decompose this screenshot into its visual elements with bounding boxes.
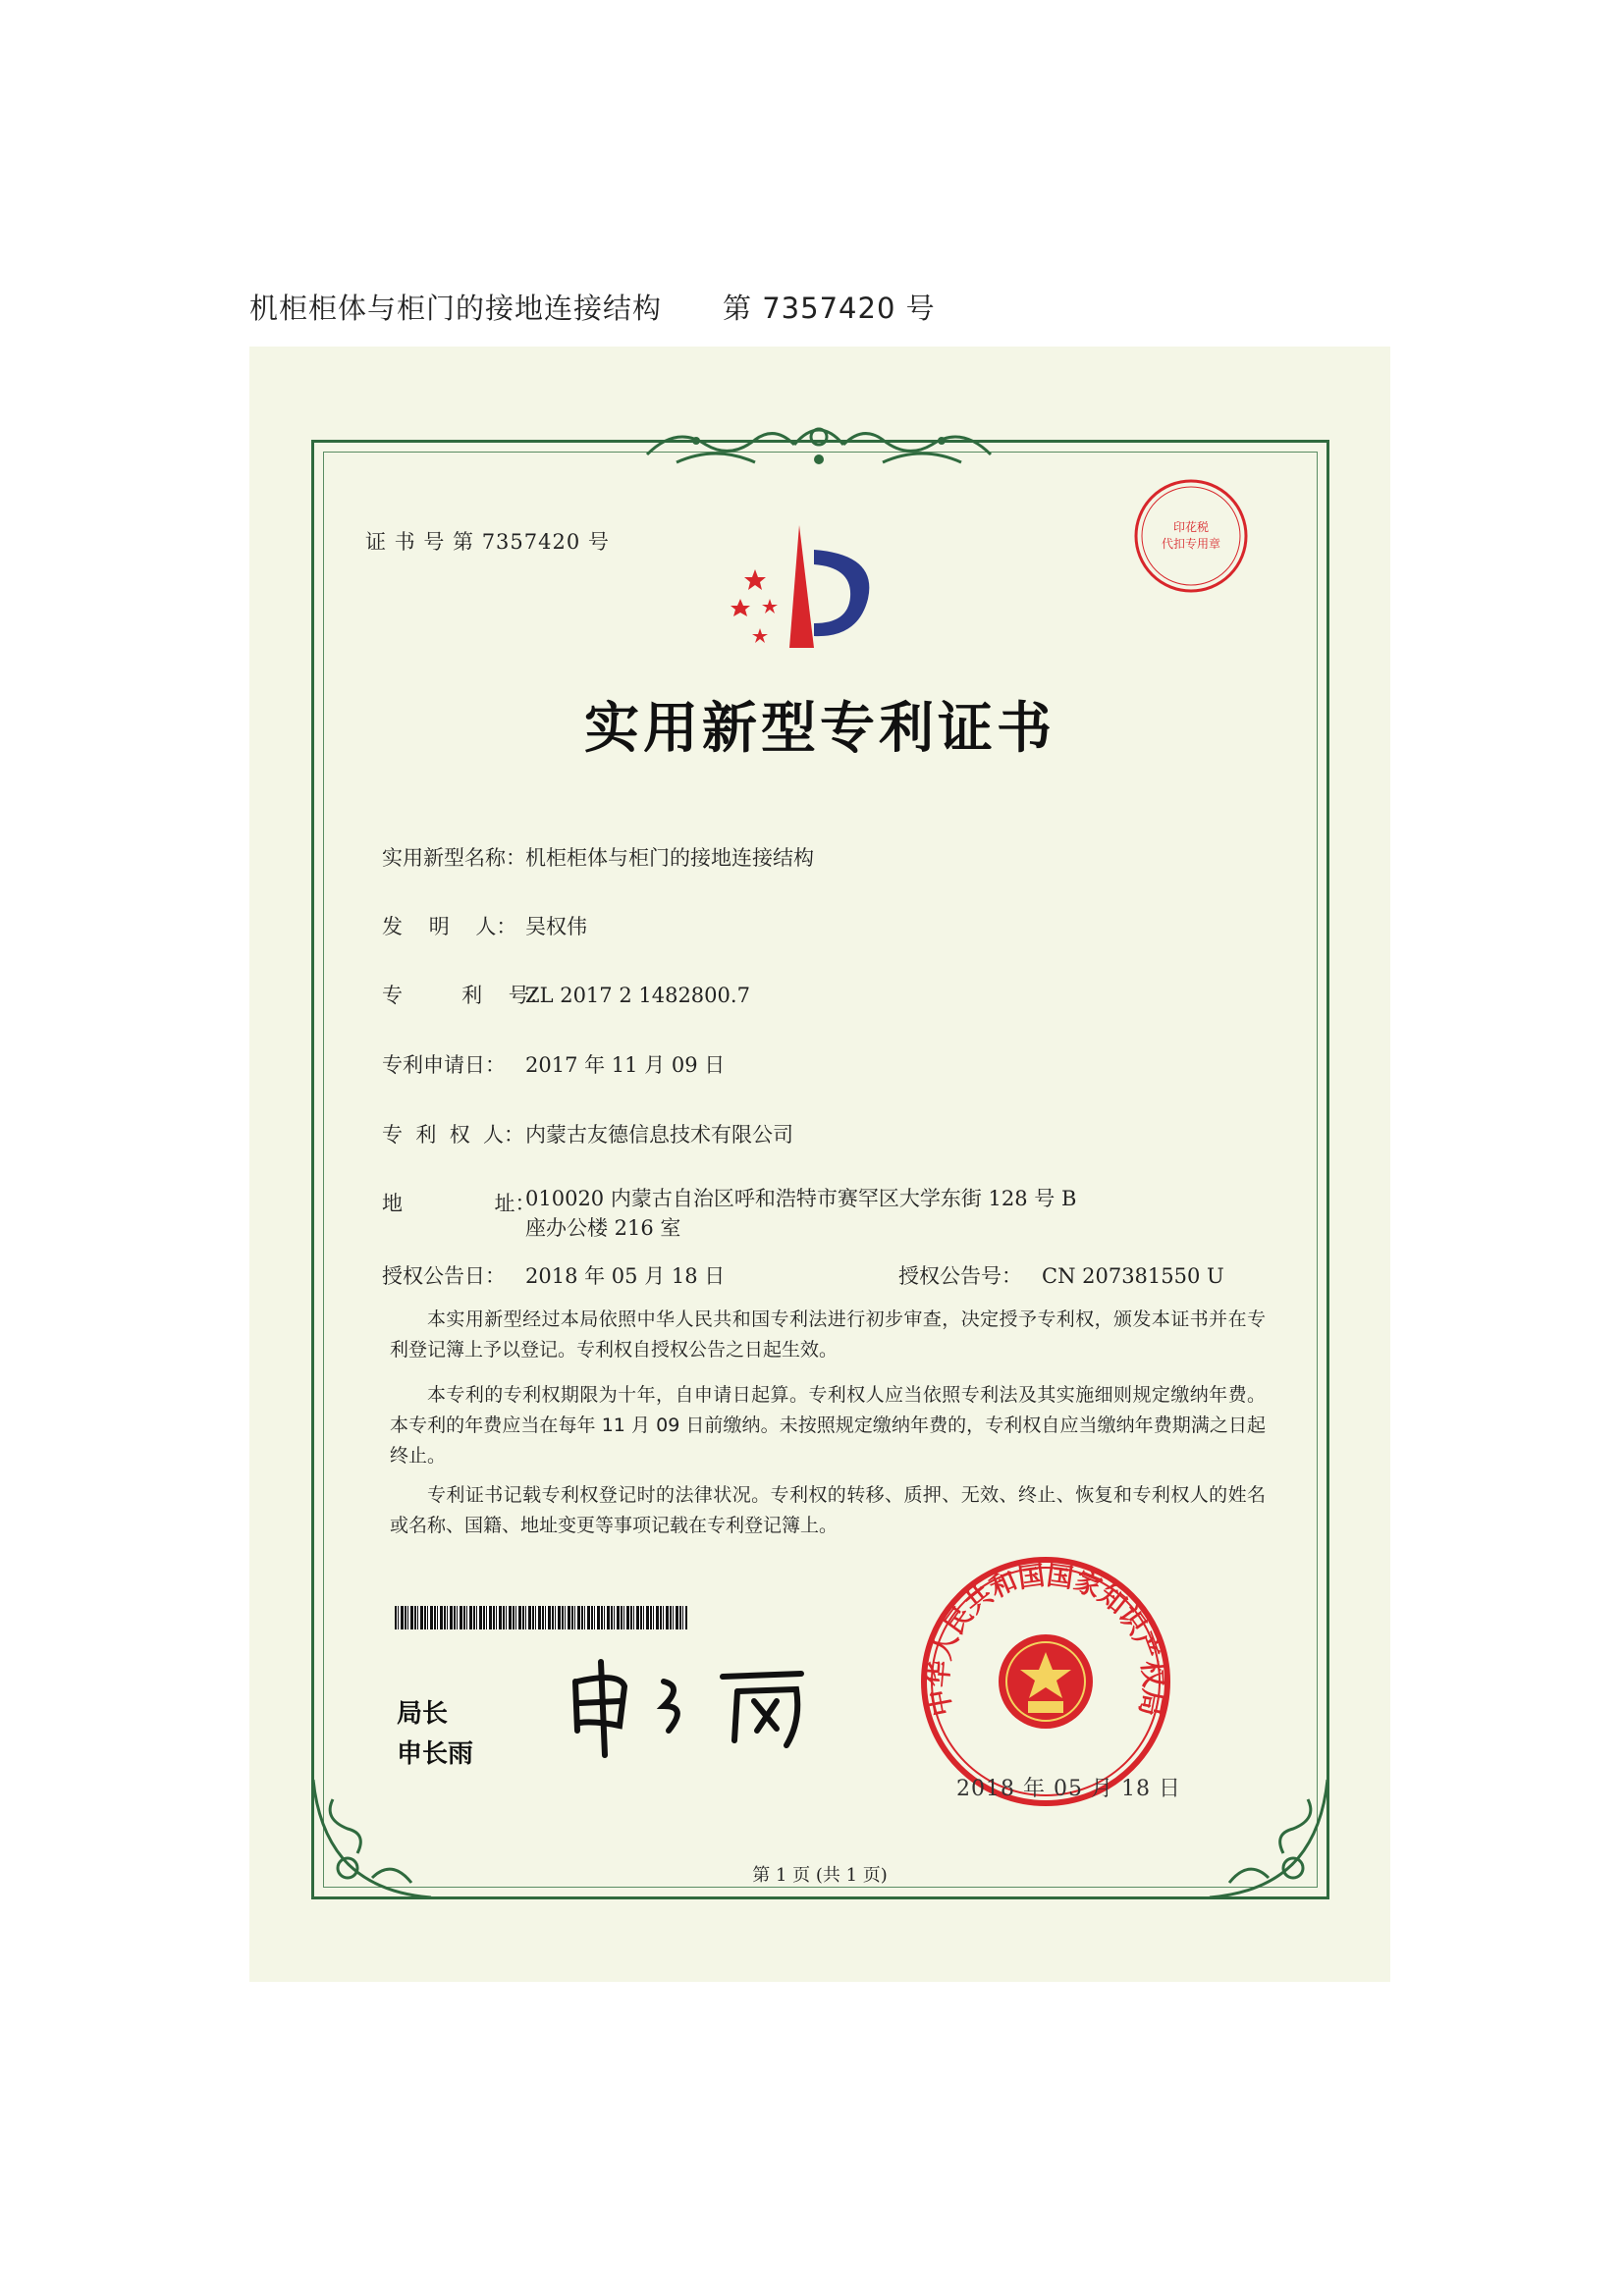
field-label: 专利申请日：: [382, 1053, 506, 1077]
office-seal-text: 中华人民共和国国家知识产权局: [923, 1560, 1168, 1719]
barcode: [395, 1606, 687, 1629]
field-label: 授权公告号：: [898, 1264, 1022, 1288]
field-value: ZL 2017 2 1482800.7: [525, 984, 750, 1007]
tax-seal-icon: [1132, 477, 1250, 595]
field-value: 内蒙古友德信息技术有限公司: [525, 1123, 793, 1147]
top-ornament-icon: [637, 415, 1001, 474]
field-value: 010020 内蒙古自治区呼和浩特市赛罕区大学东街 128 号 B 座办公楼 216 室: [525, 1187, 1077, 1240]
field-value: 2018 年 05 月 18 日: [525, 1264, 726, 1288]
field-label: 授权公告日：: [382, 1264, 506, 1288]
director-name: 申长雨: [397, 1739, 474, 1769]
field-label: 实用新型名称：: [382, 846, 526, 870]
field-value: 机柜柜体与柜门的接地连接结构: [525, 846, 814, 870]
patent-certificate: [249, 347, 1390, 1982]
statement-paragraph: 本实用新型经过本局依照中华人民共和国专利法进行初步审查，决定授予专利权，颁发本证书并在专利登记簿上予以登记。专利权自授权公告之日起生效。: [390, 1308, 1266, 1361]
field-value: CN 207381550 U: [1042, 1264, 1224, 1288]
field-label: 地 址：: [382, 1192, 536, 1215]
page-footer: 第 1 页 (共 1 页): [752, 1865, 888, 1886]
field-grant-date: [382, 1260, 725, 1290]
field-value: 2017 年 11 月 09 日: [525, 1053, 726, 1077]
field-label: 专 利 权 人：: [382, 1123, 525, 1147]
field-utility-model-name: [382, 842, 814, 872]
field-inventor: [382, 911, 587, 940]
field-grant-number: [898, 1260, 1224, 1290]
office-seal-icon: [918, 1554, 1173, 1809]
svg-text:印花税: 印花税: [1172, 520, 1210, 534]
page-header: [249, 287, 936, 327]
director-title: 局长: [397, 1699, 449, 1729]
field-label: 发 明 人：: [382, 915, 517, 938]
signature-icon: [566, 1652, 821, 1760]
svg-text:代扣专用章: 代扣专用章: [1161, 537, 1221, 551]
certificate-title: 实用新型专利证书: [584, 696, 1056, 761]
field-value: 吴权伟: [525, 915, 587, 938]
page-header-number: 第 7357420 号: [723, 292, 936, 325]
field-application-date: [382, 1049, 725, 1079]
statement-paragraph: 专利证书记载专利权登记时的法律状况。专利权的转移、质押、无效、终止、恢复和专利权人的姓名或名称、国籍、地址变更等事项记载在专利登记簿上。: [390, 1484, 1266, 1536]
statement-paragraph: 本专利的专利权期限为十年，自申请日起算。专利权人应当依照专利法及其实施细则规定缴纳年费。本专利的年费应当在每年 11 月 09 日前缴纳。未按照规定缴纳年费的，专利权自应当缴纳年费期满之日起终止。: [390, 1384, 1266, 1467]
field-patentee: [382, 1119, 793, 1148]
page-header-title: 机柜柜体与柜门的接地连接结构: [249, 292, 663, 325]
field-patent-number: [382, 980, 750, 1009]
field-label: 专 利 号：: [382, 984, 550, 1007]
field-address: [382, 1188, 1095, 1243]
seal-date: 2018 年 05 月 18 日: [956, 1777, 1181, 1801]
certificate-number: 证 书 号 第 7357420 号: [365, 530, 610, 554]
patent-office-logo-icon: [721, 520, 888, 658]
